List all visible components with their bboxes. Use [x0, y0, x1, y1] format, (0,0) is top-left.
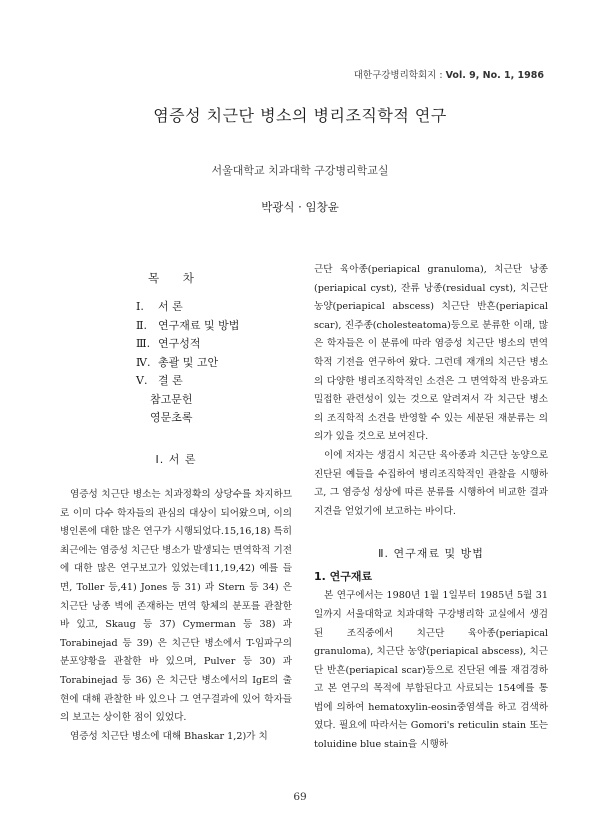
table-of-contents [136, 298, 239, 428]
journal-volume: Vol. 9, No. 1, 1986 [445, 70, 544, 81]
toc-sub-item: 영문초록 [150, 411, 193, 424]
toc-heading: 목 차 [148, 271, 204, 285]
page-number: 69 [293, 791, 307, 803]
paper-title: 염증성 치근단 병소의 병리조직학적 연구 [153, 106, 447, 125]
section-heading-methods: Ⅱ. 연구재료 및 방법 [378, 547, 484, 561]
journal-header [354, 67, 544, 81]
section-heading-intro: Ⅰ. 서 론 [155, 453, 197, 466]
affiliation: 서울대학교 치과대학 구강병리학교실 [211, 164, 389, 177]
intro-paragraph: 염증성 치근단 병소는 치과정확의 상당수를 차지하므로 이미 다수 학자들의 관심의 대상이 되어왔으며, 이의 병인론에 대한 많은 연구가 시행되었다.15,16,18) 특히 최근에는 염증성 치근단 병소가 발생되는 면역학적 기전에 대한 많은 연구보고가 있었는데11,19,42) 예를 들면, Toller 등,41) Jones 등 31) 과 Stern 등 34) 은 치근단 낭종 벽에 존재하는 면역 항체의 분포를 관찰한 바 있고, Skaug 등 37) Cymerman 등 38) 과 Torabinejad 등 39) 은 치근단 병소에서 T-임파구의 분포양황을 관찰한 바 있으며, Pulver 등 30) 과 Torabinejad 등 36) 은 치근단 병소에서의 IgE의 출현에 대해 관찰한 바 있으나 그 연구결과에 있어 학자들의 보고는 상이한 점이 있었다. [60, 489, 292, 724]
intro-paragraph: 염증성 치근단 병소에 대해 Bhaskar 1,2)가 치 [70, 730, 268, 742]
left-column [60, 447, 292, 746]
subsection-heading: 1. 연구재료 [314, 570, 373, 584]
authors: 박광식 · 임창윤 [261, 200, 339, 214]
toc-item: Ⅰ. 서 론 [136, 300, 183, 313]
journal-name: 대한구강병리학회지 : [353, 70, 443, 81]
body-paragraph: 근단 육아종(periapical granuloma), 치근단 낭종(periapical cyst), 잔류 낭종(residual cyst), 치근단 농양(periapical abscess) 치근단 반흔(periapical scar), 진주종(cholesteatoma)등으로 분류한 이래, 많은 학자들은 이 분류에 따라 염증성 치근단 병소의 면역학적 기전을 연구하여 왔다. 그런데 재개의 치근단 병소의 다양한 병리조직학적인 소견은 그 면역학적 반응과도 밀접한 관련성이 있는 것으로 알려져서 각 치근단 병소의 조직학적 소견을 반영할 수 있는 세분된 재분류는 의의가 있을 것으로 보여진다. [314, 264, 548, 443]
toc-item: Ⅲ. 연구성적 [136, 337, 201, 350]
right-column [314, 261, 548, 755]
methods-paragraph: 본 연구에서는 1980년 1월 1일부터 1985년 5월 31일까지 서울대학교 치과대학 구강병리학 교실에서 생검된 조직중에서 치근단 육아종(periapical granuloma), 치근단 농양(periapical abscess), 치근단 반흔(periapical scar)등으로 진단된 예를 재검경하고 본 연구의 목적에 부합된다고 사료되는 154예를 통법에 의하여 hematoxylin-eosin중염색을 하고 검색하였다. 필요에 따라서는 Gomori's reticulin stain 또는 toluidine blue stain을 시행하 [314, 590, 548, 751]
body-paragraph: 이에 저자는 생검시 치근단 육아종과 치근단 농양으로 진단된 예들을 수집하여 병리조직학적인 관찰을 시행하고, 그 염증성 성상에 따른 분류를 시행하여 비교한 결과 지견을 얻었기에 보고하는 바이다. [314, 449, 548, 517]
toc-item: Ⅴ. 결 론 [136, 374, 183, 387]
toc-item: Ⅳ. 총괄 및 고안 [136, 355, 219, 369]
toc-sub-item: 참고문헌 [150, 392, 193, 406]
toc-item: Ⅱ. 연구재료 및 방법 [136, 318, 240, 332]
